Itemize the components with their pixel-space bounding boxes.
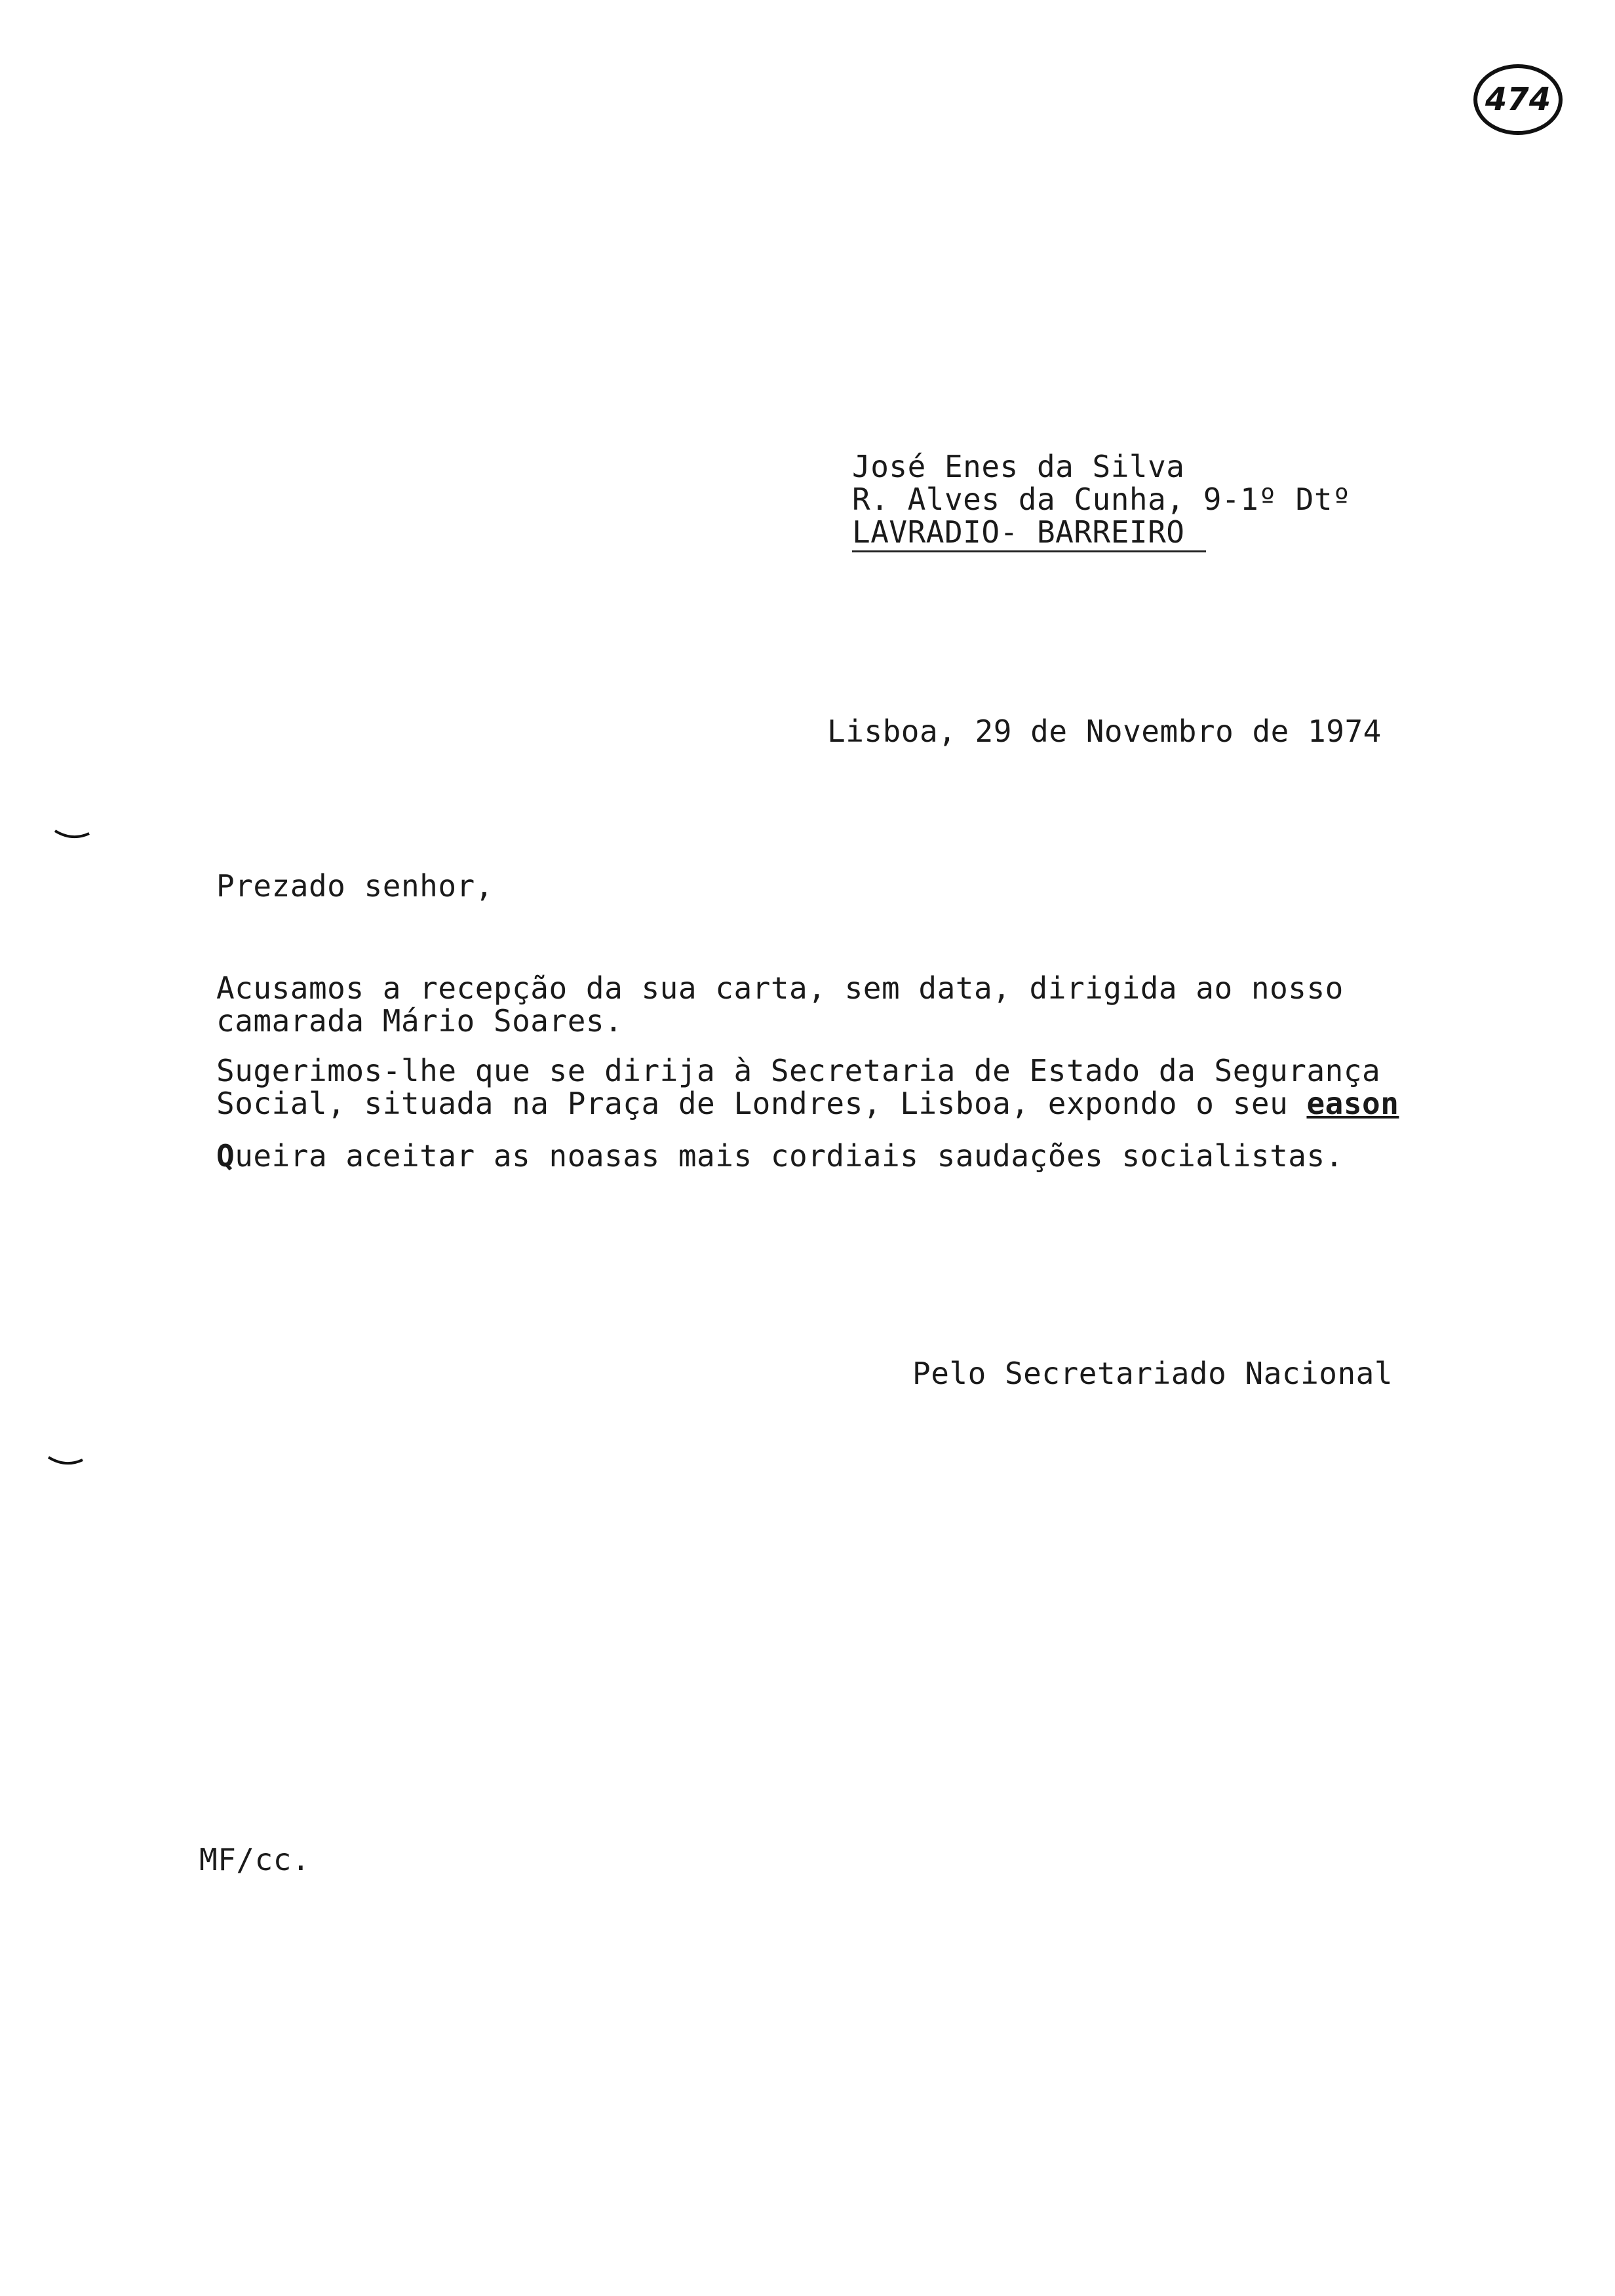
punch-mark-top	[52, 827, 92, 847]
paragraph-3-line-1-text: ueira aceitar as noasas mais cordiais saudações socialistas.	[235, 1138, 1344, 1174]
salutation: Prezado senhor,	[216, 868, 494, 904]
page-number: 474	[1485, 81, 1551, 118]
paragraph-2-line-2	[216, 1086, 1399, 1120]
punch-mark-bottom	[46, 1453, 85, 1473]
overtyped-letter: Q	[216, 1138, 235, 1174]
date-line: Lisboa, 29 de Novembro de 1974	[827, 714, 1382, 749]
overtyped-word: eason	[1306, 1086, 1399, 1121]
reference-initials: MF/cc.	[199, 1842, 311, 1877]
paragraph-1-line-2: camarada Mário Soares.	[216, 1003, 623, 1039]
paragraph-1-line-1: Acusamos a recepção da sua carta, sem data, dirigida ao nosso	[216, 970, 1344, 1006]
recipient-street: R. Alves da Cunha, 9-1º Dtº	[852, 482, 1352, 517]
city-underline	[852, 550, 1206, 552]
recipient-city: LAVRADIO- BARREIRO	[852, 514, 1185, 550]
paragraph-2-line-1: Sugerimos-lhe que se dirija à Secretaria de Estado da Segurança	[216, 1053, 1381, 1088]
signature-line: Pelo Secretariado Nacional	[912, 1356, 1393, 1391]
recipient-name: José Enes da Silva	[852, 449, 1185, 484]
paragraph-2-line-2-text: Social, situada na Praça de Londres, Lisboa, expondo o seu	[216, 1086, 1307, 1121]
paragraph-3-line-1	[216, 1139, 1344, 1173]
page-number-stamp	[1473, 64, 1563, 135]
